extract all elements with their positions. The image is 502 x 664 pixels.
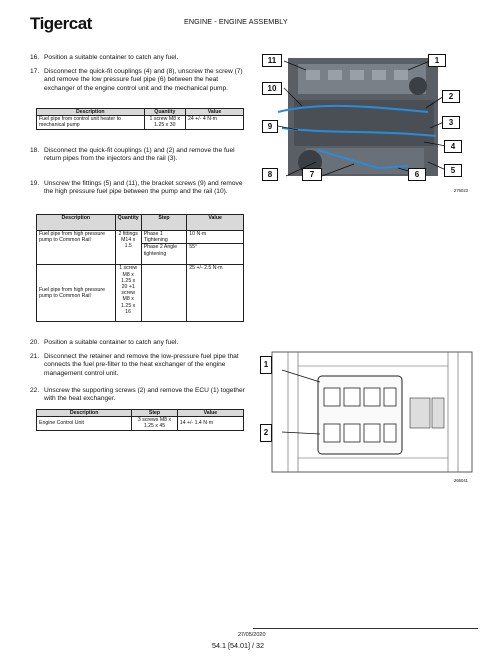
- step-19: [30, 180, 245, 207]
- step-18: [30, 147, 245, 174]
- figure-callout: 10: [262, 82, 282, 95]
- table-row: [37, 116, 244, 129]
- page-number: 54.1 [54.01] / 32: [212, 641, 264, 650]
- brand-logo: Tigercat: [30, 14, 92, 33]
- figure-callout: 2: [260, 424, 272, 442]
- column-header: Step: [132, 410, 178, 417]
- step-number: 18.: [30, 147, 40, 154]
- figure-callout: 4: [444, 140, 462, 153]
- table-row: [37, 417, 244, 430]
- figure-callout: 5: [444, 164, 462, 177]
- table-cell: Fuel pipe from high pressure pump to Common Rail: [37, 265, 116, 322]
- figure-callout: 3: [442, 116, 460, 129]
- column-header: Value: [187, 215, 244, 231]
- step-text: Position a suitable container to catch any fuel.: [44, 339, 179, 346]
- torque-table-1: [36, 108, 244, 130]
- step-number: 19.: [30, 180, 40, 187]
- step-number: 20.: [30, 339, 40, 346]
- figure-callout: 1: [260, 356, 272, 374]
- table-cell: Fuel pipe from high pressure pump to Common Rail: [37, 231, 116, 265]
- column-header: Value: [177, 410, 243, 417]
- engine-assembly-figure: [258, 50, 480, 198]
- figure-id: 266041: [454, 478, 468, 483]
- table-cell: Phase 1 Tightening: [141, 231, 187, 244]
- column-header: Quantity: [115, 215, 141, 231]
- step-text: Disconnect the quick-fit couplings (4) and (8), unscrew the screw (7) and remove the low pressure fuel pipe (6) between the heat exchanger of the engine control unit and the mechanical pump.: [44, 68, 243, 92]
- step-text: Unscrew the fittings (5) and (11), the bracket screws (9) and remove the high pressure fuel pipe between the pump and the rail (10).: [44, 180, 243, 196]
- torque-table-3: [36, 409, 244, 431]
- table-cell: 55°: [187, 244, 244, 265]
- figure-callout: 1: [428, 54, 446, 67]
- step-text: Disconnect the quick-fit couplings (1) and (2) and remove the fuel return pipes from the injectors and the rail (3).: [44, 147, 235, 163]
- figure-callout: 8: [262, 168, 278, 181]
- step-21: [30, 353, 245, 380]
- ecu-illustration: [258, 346, 480, 486]
- step-text: Disconnect the retainer and remove the low-pressure fuel pipe that connects the fuel pre-filter to the heat exchanger of the engine management control unit.: [44, 353, 239, 377]
- step-number: 22.: [30, 387, 40, 394]
- column-header: Quantity: [144, 109, 185, 116]
- ecu-figure: [258, 346, 480, 486]
- column-header: Description: [37, 215, 116, 231]
- step-17: [30, 68, 245, 104]
- footer-date: 27/05/2020: [238, 632, 266, 638]
- figure-callout: 7: [302, 168, 322, 181]
- step-text: Position a suitable container to catch any fuel.: [44, 54, 179, 61]
- section-title: ENGINE - ENGINE ASSEMBLY: [184, 17, 288, 26]
- table-cell: 2 fittings M14 x 1.5: [115, 231, 141, 265]
- step-16: [30, 54, 245, 63]
- table-cell: 10 N·m: [187, 231, 244, 244]
- figure-id: 276023: [454, 188, 468, 193]
- step-22: [30, 387, 245, 405]
- table-row: [37, 265, 244, 322]
- table-cell: 24 +/- 4 N·m: [186, 116, 244, 129]
- table-cell: Engine Control Unit: [37, 417, 132, 430]
- table-cell: Phase 2 Angle tightening: [141, 244, 187, 265]
- table-cell: Fuel pipe from control unit heater to mechanical pump: [37, 116, 145, 129]
- torque-table-2: [36, 214, 244, 322]
- table-row: [37, 231, 244, 244]
- table-cell: 1 screw M8 x 1.25 x 20 +1 screw M8 x 1.25 x 16: [115, 265, 141, 322]
- table-cell: 14 +/- 1.4 N·m: [177, 417, 243, 430]
- column-header: Step: [141, 215, 187, 231]
- figure-callout: 11: [262, 54, 282, 67]
- step-number: 17.: [30, 68, 40, 75]
- table-cell: 25 +/- 2.5 N·m: [187, 265, 244, 322]
- column-header: Value: [186, 109, 244, 116]
- step-number: 21.: [30, 353, 40, 360]
- step-text: Unscrew the supporting screws (2) and remove the ECU (1) together with the heat exchanger.: [44, 387, 245, 403]
- footer-divider: [253, 628, 478, 629]
- step-20: [30, 339, 245, 348]
- step-number: 16.: [30, 54, 40, 61]
- table-cell: 1 screw M8 x 1.25 x 30: [144, 116, 185, 129]
- table-cell: [141, 265, 187, 322]
- figure-callout: 6: [408, 168, 426, 181]
- figure-callout: 2: [442, 90, 460, 103]
- column-header: Description: [37, 410, 132, 417]
- figure-callout: 9: [262, 120, 278, 133]
- column-header: Description: [37, 109, 145, 116]
- table-cell: 3 screws M8 x 1.25 x 45: [132, 417, 178, 430]
